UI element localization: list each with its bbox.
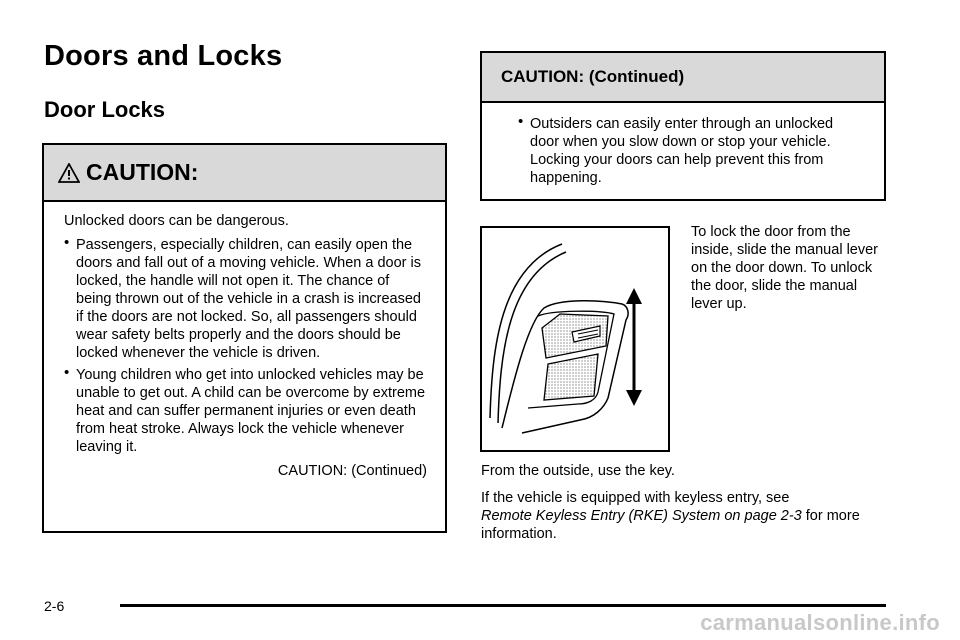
caution-bullet: • Passengers, especially children, can easily open the doors and fall out of a moving vehicle. When a door is locked, the handle will not open it. The chance of being thrown out of the vehicle in a crash is increased if the doors are not locked. So, all passengers should wear safety belts properly and the doors should be locked whenever the vehicle is driven. [64,236,427,362]
figure-caption: To lock the door from the inside, slide the manual lever on the door down. To unlock the door, slide the manual lever up. [691,224,878,312]
warning-icon [58,163,80,183]
caution-body [44,202,445,480]
caution-continued: CAUTION: (Continued) [277,463,427,479]
caution-bullet: • Young children who get into unlocked vehicles may be unable to get out. A child can be overcome by extreme heat and can suffer permanent injuries or even death from heat stroke. Always lock the vehicle whenever leaving it. [64,366,427,456]
caution-box [42,143,447,533]
door-lock-illustration [480,226,670,452]
keyless-text-after: for more information. [481,508,860,542]
keyless-paragraph [481,489,881,543]
caution-continued-header: CAUTION: (Continued) [482,53,884,103]
caution-continued-box [480,51,886,201]
watermark: carmanualsonline.info [700,610,940,635]
section-title: Door Locks [44,97,166,122]
caution-bullet: • Outsiders can easily enter through an unlocked door when you slow down or stop your vehicle. Locking your doors can help prevent this from happening. [518,115,866,187]
caution-header [44,145,445,202]
footer-rule [120,604,886,607]
caution-continued-body [482,103,884,187]
caution-intro: Unlocked doors can be dangerous. [64,213,289,229]
rke-reference-link[interactable]: Remote Keyless Entry (RKE) System on page 2-3 [481,508,802,524]
page-title: Doors and Locks [44,40,283,72]
caution-heading: CAUTION: [86,159,199,185]
outside-paragraph: From the outside, use the key. [481,463,675,479]
page-number: 2-6 [44,598,65,614]
keyless-text-before: If the vehicle is equipped with keyless entry, see [481,490,790,506]
door-lock-drawing [482,228,668,450]
